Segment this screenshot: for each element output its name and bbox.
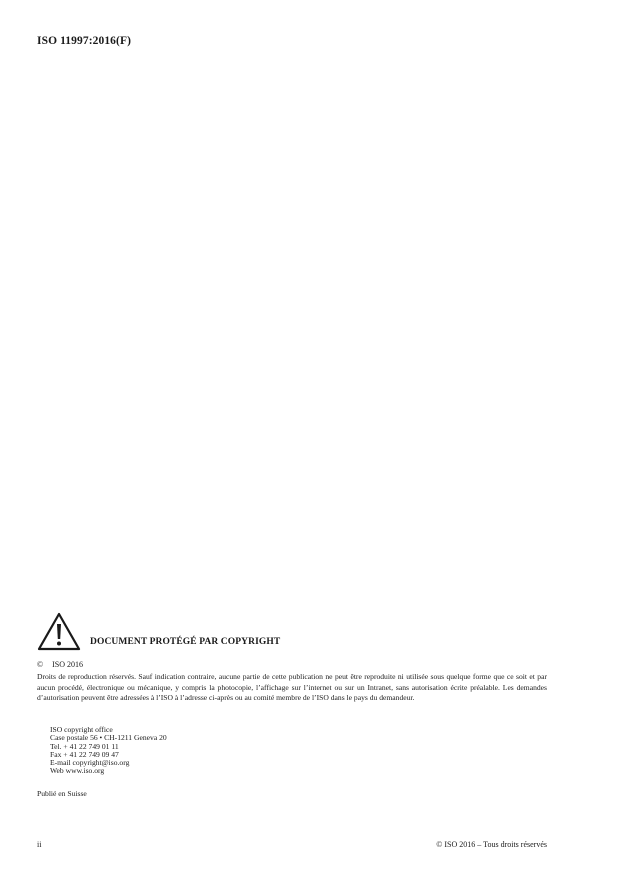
- address-line: Fax + 41 22 749 09 47: [50, 749, 119, 759]
- copyright-warning-row: [37, 612, 547, 652]
- address-line: Web www.iso.org: [50, 766, 105, 776]
- copyright-title: DOCUMENT PROTÉGÉ PAR COPYRIGHT: [90, 637, 281, 647]
- published-in: Publié en Suisse: [37, 789, 87, 798]
- copyright-year-line: [37, 660, 83, 669]
- iso-address: [50, 726, 167, 776]
- page-number: ii: [37, 840, 42, 849]
- address-line: Tel. + 41 22 749 01 11: [50, 741, 119, 751]
- footer-rights: © ISO 2016 – Tous droits réservés: [436, 840, 547, 849]
- legal-text: Droits de reproduction réservés. Sauf indication contraire, aucune partie de cette publication ne peut être reproduite ni utilisée sous quelque forme que ce soit et par aucun procédé, électronique ou mécanique, y compris la photocopie, l’affichage sur l’internet ou sur un Intranet, sans autorisation écrite préalable. Les demandes d’autorisation peuvent être adressées à l’ISO à l’adresse ci-après ou au comité membre de l’ISO dans le pays du demandeur.: [37, 672, 547, 702]
- copyright-block: [37, 612, 547, 798]
- address-line: E-mail copyright@iso.org: [50, 758, 130, 768]
- document-code: ISO 11997:2016(F): [37, 35, 132, 47]
- address-line: ISO copyright office: [50, 725, 113, 734]
- copyright-symbol: ©: [37, 660, 44, 669]
- address-line: Case postale 56 • CH-1211 Geneva 20: [50, 733, 167, 743]
- warning-triangle-icon: [37, 612, 81, 652]
- copyright-year: ISO 2016: [52, 660, 83, 669]
